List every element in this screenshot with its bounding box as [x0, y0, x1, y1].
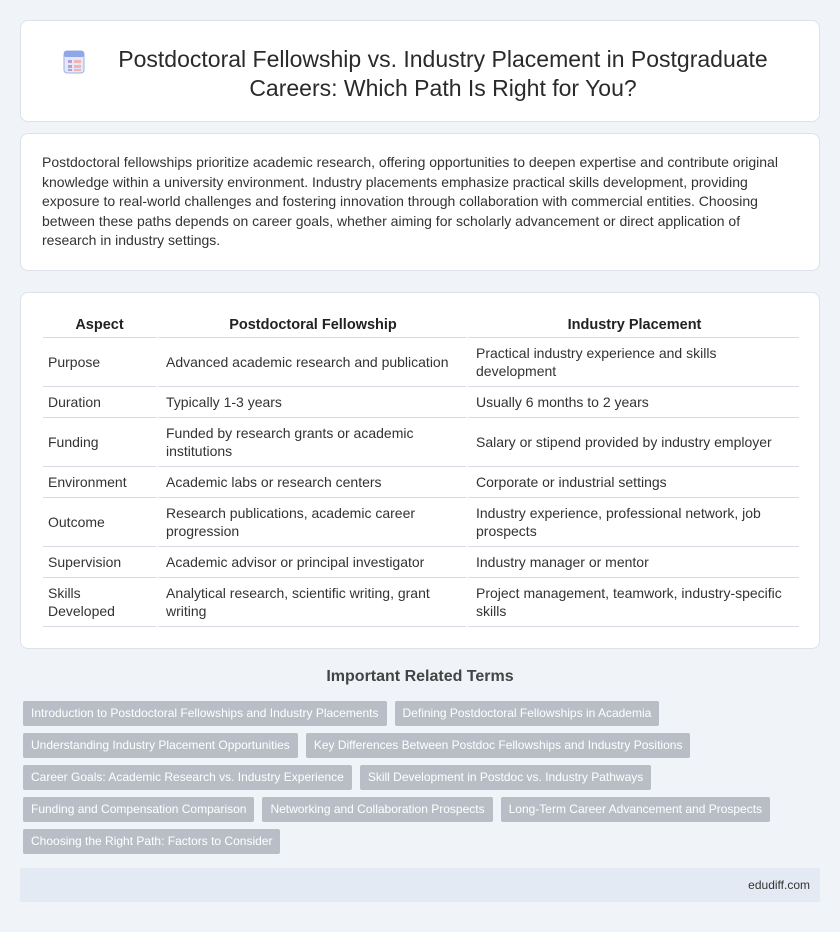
table-header-row: [43, 311, 799, 338]
footer: [20, 868, 820, 902]
table-row: [43, 498, 799, 547]
comparison-table: [43, 311, 799, 627]
related-terms-heading: Important Related Terms: [326, 668, 514, 685]
cell-industry: Industry experience, professional network, job prospects: [466, 498, 799, 547]
table-row: [43, 578, 799, 627]
cell-postdoc: Academic labs or research centers: [156, 467, 466, 498]
cell-aspect: Purpose: [43, 338, 156, 387]
document-icon: [61, 49, 87, 75]
cell-postdoc: Academic advisor or principal investigator: [156, 547, 466, 578]
cell-industry: Project management, teamwork, industry-specific skills: [466, 578, 799, 627]
related-term-tag[interactable]: Career Goals: Academic Research vs. Industry Experience: [23, 765, 352, 790]
page-title: Postdoctoral Fellowship vs. Industry Placement in Postgraduate Careers: Which Path Is Right for You?: [118, 46, 768, 101]
related-term-tag[interactable]: Networking and Collaboration Prospects: [262, 797, 492, 822]
related-term-tag[interactable]: Key Differences Between Postdoc Fellowships and Industry Positions: [306, 733, 691, 758]
cell-aspect: Duration: [43, 387, 156, 418]
header-postdoc: Postdoctoral Fellowship: [156, 311, 466, 338]
cell-aspect: Outcome: [43, 498, 156, 547]
table-row: [43, 387, 799, 418]
cell-industry: Corporate or industrial settings: [466, 467, 799, 498]
comparison-card: [20, 292, 820, 649]
cell-aspect: Environment: [43, 467, 156, 498]
cell-postdoc: Funded by research grants or academic institutions: [156, 418, 466, 467]
related-term-tag[interactable]: Introduction to Postdoctoral Fellowships and Industry Placements: [23, 701, 387, 726]
related-term-tag[interactable]: Long-Term Career Advancement and Prospects: [501, 797, 770, 822]
cell-aspect: Skills Developed: [43, 578, 156, 627]
cell-postdoc: Typically 1-3 years: [156, 387, 466, 418]
cell-industry: Salary or stipend provided by industry employer: [466, 418, 799, 467]
cell-postdoc: Research publications, academic career progression: [156, 498, 466, 547]
footer-site[interactable]: edudiff.com: [748, 878, 810, 892]
header-industry: Industry Placement: [466, 311, 799, 338]
cell-industry: Usually 6 months to 2 years: [466, 387, 799, 418]
title-card: [20, 20, 820, 122]
cell-postdoc: Analytical research, scientific writing, grant writing: [156, 578, 466, 627]
related-term-tag[interactable]: Skill Development in Postdoc vs. Industry Pathways: [360, 765, 651, 790]
cell-aspect: Supervision: [43, 547, 156, 578]
table-row: [43, 338, 799, 387]
cell-aspect: Funding: [43, 418, 156, 467]
table-row: [43, 547, 799, 578]
table-row: [43, 467, 799, 498]
related-terms-list: [23, 701, 813, 861]
related-term-tag[interactable]: Defining Postdoctoral Fellowships in Academia: [395, 701, 660, 726]
cell-postdoc: Advanced academic research and publication: [156, 338, 466, 387]
related-term-tag[interactable]: Funding and Compensation Comparison: [23, 797, 254, 822]
table-row: [43, 418, 799, 467]
summary-card: [20, 133, 820, 271]
cell-industry: Industry manager or mentor: [466, 547, 799, 578]
related-term-tag[interactable]: Choosing the Right Path: Factors to Consider: [23, 829, 280, 854]
related-term-tag[interactable]: Understanding Industry Placement Opportunities: [23, 733, 298, 758]
summary-text: Postdoctoral fellowships prioritize academic research, offering opportunities to deepen expertise and contribute original knowledge within a university environment. Industry placements emphasize practical skills development, providing exposure to real-world challenges and fostering innovation through collaboration with commercial entities. Choosing between these paths depends on career goals, whether aiming for scholarly advancement or direct application of research in industry settings.: [42, 154, 778, 249]
cell-industry: Practical industry experience and skills development: [466, 338, 799, 387]
header-aspect: Aspect: [43, 311, 156, 338]
